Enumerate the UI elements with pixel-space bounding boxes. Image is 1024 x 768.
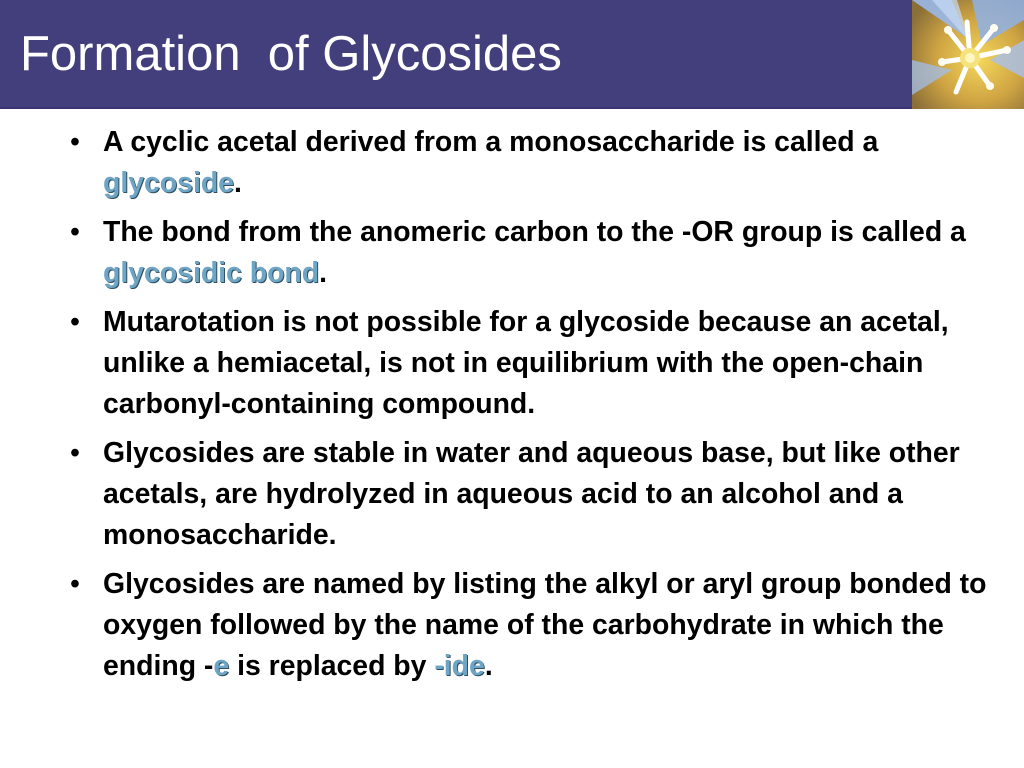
bullet-punctuation: .: [233, 167, 242, 199]
key-term: e: [213, 650, 230, 682]
bullet-marker: •: [70, 306, 80, 338]
bullet-marker: •: [70, 216, 80, 248]
bullet-marker: •: [70, 437, 80, 469]
bullet-text: is replaced by: [229, 650, 435, 682]
bullet-list: [0, 122, 1024, 695]
bullet-item: [0, 302, 1024, 425]
bullet-text: The bond from the anomeric carbon to the -OR group is called a: [103, 216, 966, 248]
bullet-item: [0, 433, 1024, 556]
bullet-item: [0, 122, 1024, 204]
slide-title: Formation of Glycosides: [20, 27, 562, 81]
flower-photo: [912, 0, 1024, 109]
key-term: glycoside: [103, 167, 234, 199]
bullet-text: Mutarotation is not possible for a glycoside because an acetal, unlike a hemiacetal, is not in equilibrium with the open-chain carbonyl-containing compound.: [103, 306, 949, 420]
bullet-text: Glycosides are stable in water and aqueous base, but like other acetals, are hydrolyzed in aqueous acid to an alcohol and a monosaccharide.: [103, 437, 960, 551]
title-bar: [0, 0, 912, 109]
bullet-text: A cyclic acetal derived from a monosaccharide is called a: [103, 126, 879, 158]
bullet-punctuation: .: [484, 650, 493, 682]
bullet-item: [0, 212, 1024, 294]
bullet-marker: •: [70, 126, 80, 158]
key-term: -ide: [434, 650, 485, 682]
flower-photo-art: [912, 0, 1024, 109]
bullet-punctuation: .: [319, 257, 327, 289]
key-term: glycosidic bond: [103, 257, 320, 289]
bullet-text: Glycosides are named by listing the alkyl or aryl group bonded to oxygen followed by the name of the carbohydrate in which the ending -: [103, 568, 987, 682]
bullet-item: [0, 564, 1024, 687]
bullet-marker: •: [70, 568, 80, 600]
